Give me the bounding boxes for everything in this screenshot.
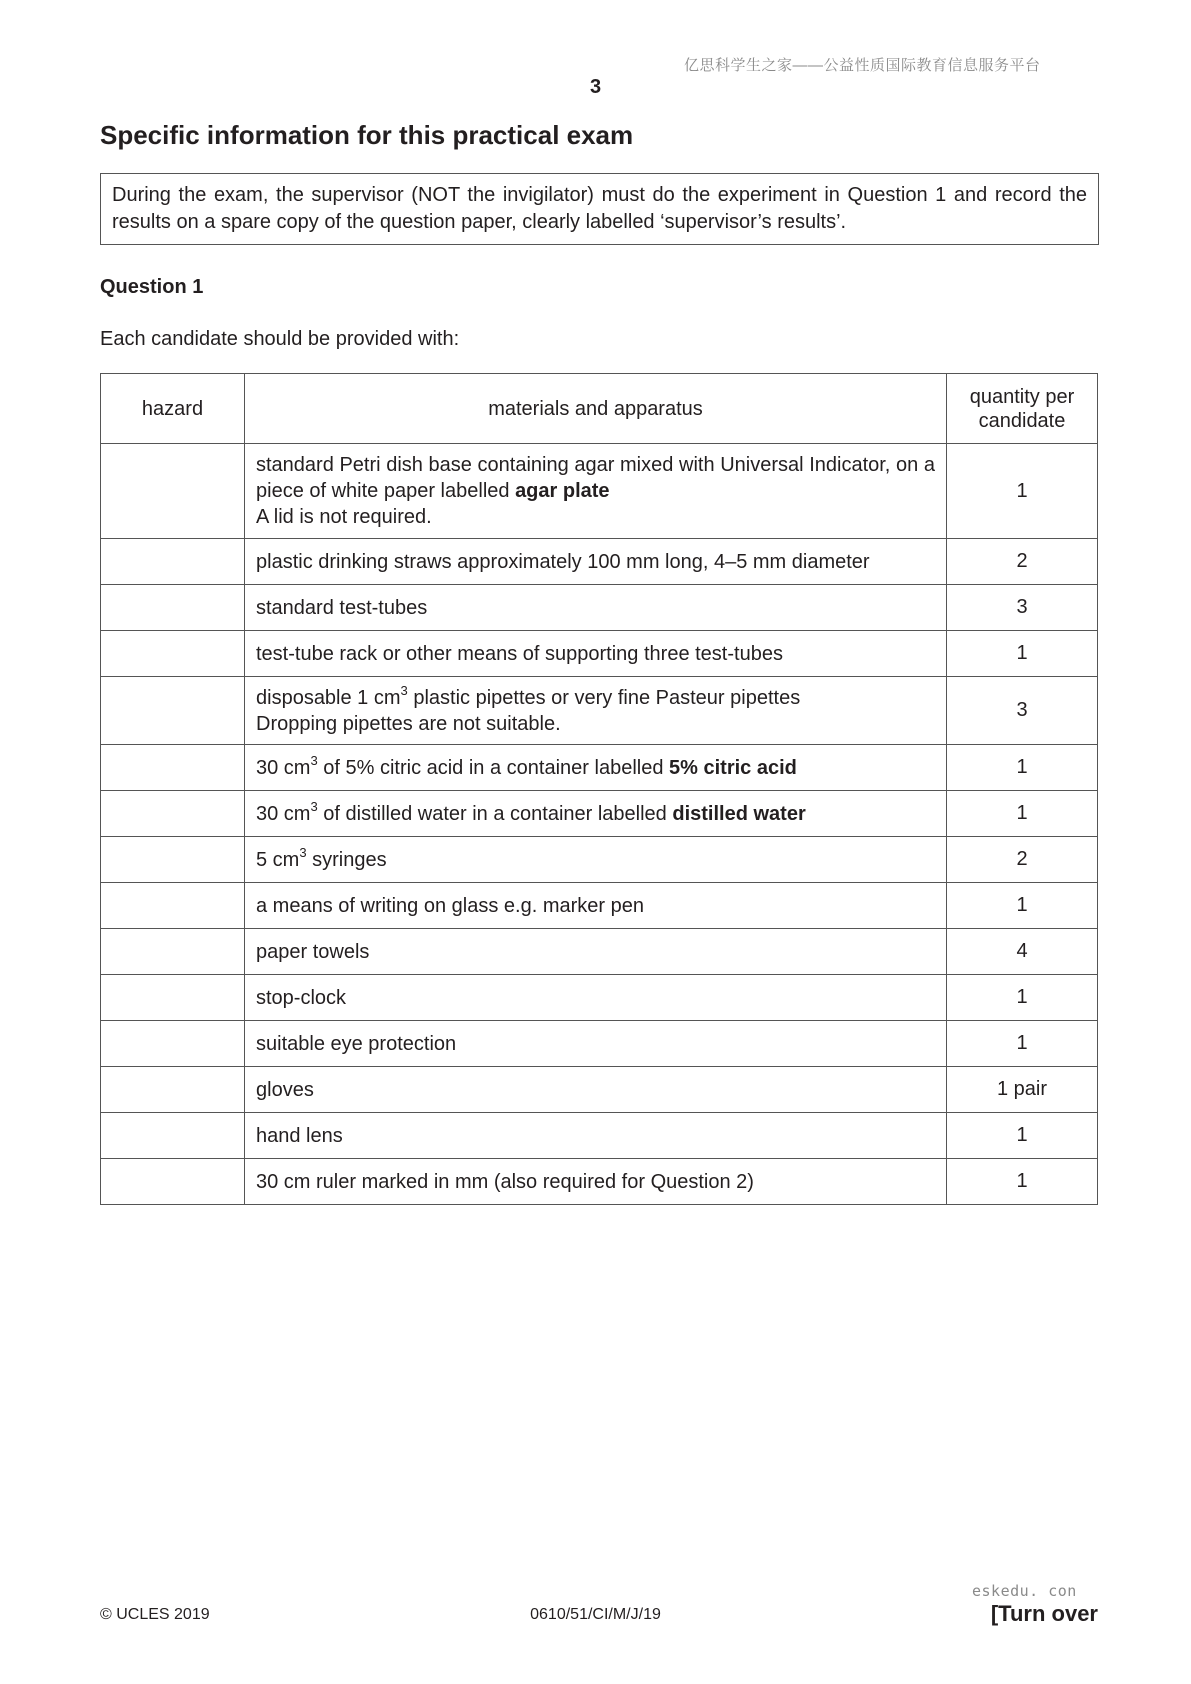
- table-row: [101, 1159, 1098, 1205]
- materials-cell: suitable eye protection: [245, 1021, 947, 1067]
- materials-cell: 30 $cm^3$ of distilled water in a container labelled distilled water: [245, 791, 947, 837]
- hazard-cell: [101, 585, 245, 631]
- hazard-cell: [101, 1021, 245, 1067]
- table-row: [101, 631, 1098, 677]
- footer-watermark: eskedu. con: [972, 1582, 1077, 1600]
- hazard-cell: [101, 1113, 245, 1159]
- quantity-cell: 1: [947, 883, 1098, 929]
- item-text: standard Petri dish base containing agar mixed with Universal Indicator, on a piece of white paper labelled agar plate: [256, 454, 935, 502]
- quantity-cell: 1: [947, 444, 1098, 539]
- materials-cell: 30 cm ruler marked in mm (also required for Question 2): [245, 1159, 947, 1205]
- materials-table: [100, 373, 1098, 1205]
- hazard-cell: [101, 929, 245, 975]
- materials-cell: plastic drinking straws approximately 100 mm long, 4–5 mm diameter: [245, 539, 947, 585]
- materials-cell: test-tube rack or other means of supporting three test-tubes: [245, 631, 947, 677]
- paper-code: 0610/51/CI/M/J/19: [530, 1606, 661, 1623]
- hazard-cell: [101, 883, 245, 929]
- page-title: Specific information for this practical exam: [100, 120, 634, 150]
- table-row: [101, 585, 1098, 631]
- hazard-cell: [101, 677, 245, 745]
- table-row: [101, 539, 1098, 585]
- materials-cell: gloves: [245, 1067, 947, 1113]
- item-text: disposable 1 $cm^3$ plastic pipettes or very fine Pasteur pipettes: [256, 682, 801, 709]
- turn-over: [Turn over: [990, 1601, 1098, 1626]
- hazard-cell: [101, 837, 245, 883]
- materials-cell: hand lens: [245, 1113, 947, 1159]
- question-heading: Question 1: [100, 276, 204, 298]
- quantity-cell: 1: [947, 791, 1098, 837]
- materials-cell: stop-clock: [245, 975, 947, 1021]
- materials-cell: 30 $cm^3$ of 5% citric acid in a container labelled 5% citric acid: [245, 745, 947, 791]
- supervisor-notice: During the exam, the supervisor (NOT the invigilator) must do the experiment in Question 1 and record the results on a spare copy of the question paper, clearly labelled ‘supervisor’s results’.: [100, 173, 1099, 245]
- table-row: [101, 1067, 1098, 1113]
- quantity-cell: 1: [947, 1159, 1098, 1205]
- materials-cell: 5 $cm^3$ syringes: [245, 837, 947, 883]
- quantity-cell: 3: [947, 677, 1098, 745]
- quantity-cell: 1 pair: [947, 1067, 1098, 1113]
- table-row: [101, 1021, 1098, 1067]
- hazard-cell: [101, 1067, 245, 1113]
- header-quantity: quantity per candidate: [947, 374, 1098, 444]
- header-materials: materials and apparatus: [245, 374, 947, 444]
- materials-cell: standard test-tubes: [245, 585, 947, 631]
- intro-text: Each candidate should be provided with:: [100, 328, 460, 350]
- copyright: © UCLES 2019: [100, 1606, 210, 1623]
- quantity-cell: 2: [947, 837, 1098, 883]
- item-note: A lid is not required.: [256, 506, 432, 528]
- hazard-cell: [101, 444, 245, 539]
- quantity-cell: 1: [947, 631, 1098, 677]
- label-citric-acid: 5% citric acid: [669, 756, 797, 779]
- table-row: [101, 837, 1098, 883]
- hazard-cell: [101, 975, 245, 1021]
- quantity-cell: 1: [947, 1021, 1098, 1067]
- page-number: 3: [589, 76, 602, 98]
- hazard-cell: [101, 745, 245, 791]
- table-row: [101, 444, 1098, 539]
- materials-cell: a means of writing on glass e.g. marker pen: [245, 883, 947, 929]
- table-row: [101, 883, 1098, 929]
- label-distilled-water: distilled water: [672, 802, 806, 825]
- materials-cell: [245, 444, 947, 539]
- label-agar-plate: agar plate: [515, 480, 610, 502]
- table-row: [101, 745, 1098, 791]
- item-note: Dropping pipettes are not suitable.: [256, 712, 561, 735]
- hazard-cell: [101, 791, 245, 837]
- hazard-cell: [101, 539, 245, 585]
- table-row: [101, 677, 1098, 745]
- table-row: [101, 791, 1098, 837]
- quantity-cell: 1: [947, 1113, 1098, 1159]
- header-hazard: hazard: [101, 374, 245, 444]
- quantity-cell: 2: [947, 539, 1098, 585]
- table-row: [101, 975, 1098, 1021]
- table-row: [101, 929, 1098, 975]
- materials-cell: paper towels: [245, 929, 947, 975]
- table-header-row: [101, 374, 1098, 444]
- quantity-cell: 1: [947, 975, 1098, 1021]
- header-watermark: 亿思科学生之家——公益性质国际教育信息服务平台: [684, 57, 1041, 74]
- quantity-cell: 1: [947, 745, 1098, 791]
- materials-cell: [245, 677, 947, 745]
- quantity-cell: 4: [947, 929, 1098, 975]
- table-row: [101, 1113, 1098, 1159]
- hazard-cell: [101, 1159, 245, 1205]
- hazard-cell: [101, 631, 245, 677]
- quantity-cell: 3: [947, 585, 1098, 631]
